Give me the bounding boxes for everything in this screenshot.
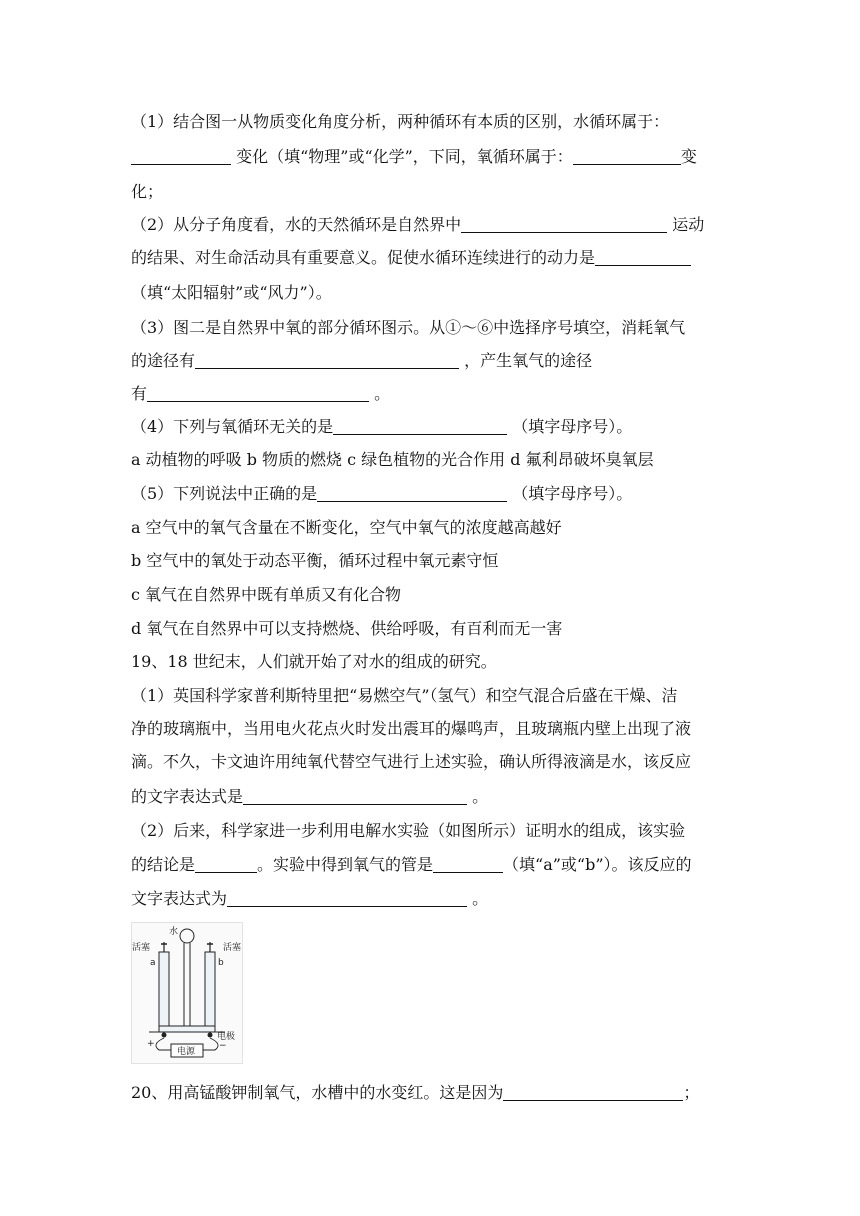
electrode-label: 电极 [217,1032,236,1042]
q5-option-b: b 空气中的氧处于动态平衡，循环过程中氧元素守恒 [131,551,499,570]
answer-blank[interactable] [573,148,681,165]
q3-line-2: 的途径有 ，产生氧气的途径 [131,351,593,370]
q5-line-1: （5）下列说法中正确的是 （填字母序号）。 [131,484,633,503]
q1-line-2: 变化（填“物理”或“化学”，下同，氧循环属于： 变 [131,147,697,167]
q4-options: a 动植物的呼吸 b 物质的燃烧 c 绿色植物的光合作用 d 氟利昂破坏臭氧层 [131,450,654,469]
answer-blank[interactable] [243,788,467,805]
q19-1-line-1: （1）英国科学家普利斯特里把“易燃空气”（氢气）和空气混合后盛在干燥、洁 [131,686,678,705]
stopcock-right-label: 活塞 [223,943,242,953]
q19-title: 19、18 世纪末，人们就开始了对水的组成的研究。 [131,652,497,671]
q19-1-line-3: 滴。不久，卡文迪许用纯氧代替空气进行上述实验，确认所得液滴是水，该反应 [131,752,692,771]
q20-line: 20、用高锰酸钾制氧气，水槽中的水变红。这是因为 ； [131,1083,700,1102]
q4-line-1: （4）下列与氧循环无关的是 （填字母序号）。 [131,417,633,436]
answer-blank[interactable] [195,352,459,369]
answer-blank[interactable] [227,890,467,907]
answer-blank[interactable] [195,856,257,873]
answer-blank[interactable] [461,216,667,233]
answer-blank[interactable] [595,249,691,266]
q3-line-3: 有 。 [131,384,391,403]
answer-blank[interactable] [333,418,507,435]
answer-blank[interactable] [503,1084,683,1101]
tube-a-label: a [150,958,156,968]
tube-b-label: b [218,958,224,968]
answer-blank[interactable] [317,485,507,502]
q2-line-3: （填“太阳辐射”或“风力”）。 [131,283,332,302]
q19-2-line-3: 文字表达式为 。 [131,889,489,908]
q19-2-line-2: 的结论是 。实验中得到氧气的管是 （填“a”或“b”）。该反应的 [131,855,692,874]
answer-blank[interactable] [147,385,369,402]
q1-line-1: （1）结合图一从物质变化角度分析，两种循环有本质的区别，水循环属于： [131,112,670,131]
q5-option-d: d 氧气在自然界中可以支持燃烧、供给呼吸，有百利而无一害 [131,619,563,638]
q19-1-line-2: 净的玻璃瓶中，当用电火花点火时发出震耳的爆鸣声，且玻璃瓶内壁上出现了液 [131,719,692,738]
answer-blank[interactable] [433,856,503,873]
plus-label: + [147,1039,155,1049]
q19-2-line-1: （2）后来，科学家进一步利用电解水实验（如图所示）证明水的组成，该实验 [131,821,686,840]
water-label: 水 [169,927,179,937]
power-label: 电源 [177,1047,196,1057]
q5-option-a: a 空气中的氧气含量在不断变化，空气中氧气的浓度越高越好 [131,518,562,537]
q3-line-1: （3）图二是自然界中氧的部分循环图示。从①～⑥中选择序号填空，消耗氧气 [131,318,686,337]
stopcock-left-label: 活塞 [132,943,151,953]
q1-line-3: 化； [131,182,164,201]
answer-blank[interactable] [131,148,231,165]
q19-1-line-4: 的文字表达式是 。 [131,787,489,806]
electrolysis-apparatus-figure [131,922,243,1064]
q2-line-2: 的结果、对生命活动具有重要意义。促使水循环连续进行的动力是 [131,248,691,268]
q2-line-1: （2）从分子角度看，水的天然循环是自然界中 运动 [131,215,705,234]
q5-option-c: c 氧气在自然界中既有单质又有化合物 [131,585,402,604]
minus-label: − [219,1041,227,1051]
